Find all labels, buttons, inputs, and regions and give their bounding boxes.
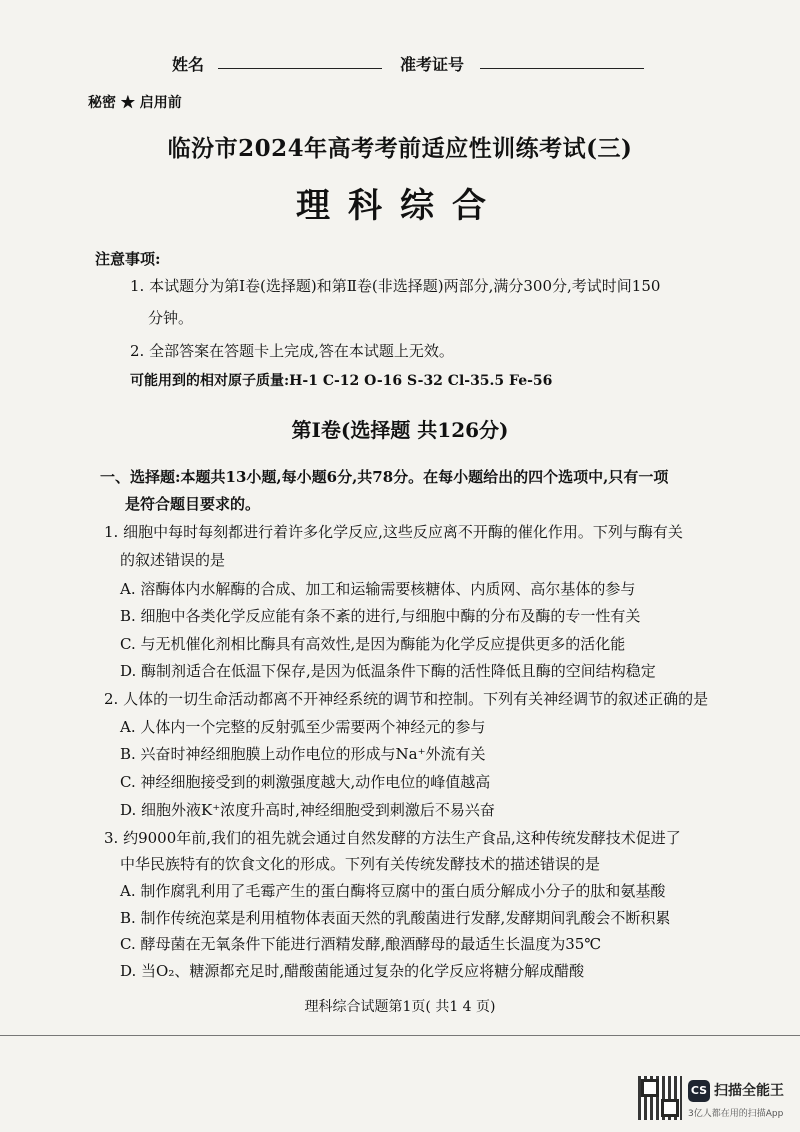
page-footer: 理科综合试题第1页( 共1 4 页) (304, 999, 496, 1015)
notice-item-2: 2. 全部答案在答题卡上完成,答在本试题上无效。 (130, 342, 454, 360)
section-instructions: 一、选择题:本题共13小题,每小题6分,共78分。在每小题给出的四个选项中,只有一项 (100, 468, 669, 486)
scanner-watermark (638, 1076, 788, 1124)
notice-item-1-cont: 分钟。 (148, 309, 194, 327)
question-1-option-c: C. 与无机催化剂相比酶具有高效性,是因为酶能为化学反应提供更多的活化能 (120, 635, 626, 653)
section-instructions-cont: 是符合题目要求的。 (125, 495, 261, 513)
question-2-option-d: D. 细胞外液K⁺浓度升高时,神经细胞受到刺激后不易兴奋 (120, 801, 495, 819)
question-1-stem: 1. 细胞中每时每刻都进行着许多化学反应,这些反应离不开酶的催化作用。下列与酶有关 (104, 523, 683, 541)
question-2-option-a: A. 人体内一个完整的反射弧至少需要两个神经元的参与 (120, 718, 486, 736)
scanner-brand-name: 扫描全能王 (714, 1083, 784, 1099)
qr-code-icon (638, 1076, 682, 1120)
camscanner-logo-icon: CS (688, 1080, 710, 1102)
question-1-option-b: B. 细胞中各类化学反应能有条不紊的进行,与细胞中酶的分布及酶的专一性有关 (120, 607, 641, 625)
question-3-option-c: C. 酵母菌在无氧条件下能进行酒精发酵,酿酒酵母的最适生长温度为35℃ (120, 935, 602, 953)
confidential-mark: 秘密 ★ 启用前 (88, 95, 182, 111)
question-1-stem-cont: 的叙述错误的是 (120, 551, 226, 569)
question-1-option-a: A. 溶酶体内水解酶的合成、加工和运输需要核糖体、内质网、高尔基体的参与 (120, 580, 636, 598)
question-2-stem: 2. 人体的一切生命活动都离不开神经系统的调节和控制。下列有关神经调节的叙述正确的是 (104, 690, 709, 708)
question-3-option-d: D. 当O₂、糖源都充足时,醋酸菌能通过复杂的化学反应将糖分解成醋酸 (120, 962, 585, 980)
exam-title: 临汾市2024年高考考前适应性训练考试(三) (167, 135, 633, 162)
page-edge-divider (0, 1035, 800, 1050)
candidate-info-row (150, 48, 670, 76)
question-3-option-a: A. 制作腐乳利用了毛霉产生的蛋白酶将豆腐中的蛋白质分解成小分子的肽和氨基酸 (120, 882, 666, 900)
question-2-option-b: B. 兴奋时神经细胞膜上动作电位的形成与Na⁺外流有关 (120, 745, 486, 763)
exam-id-label: 准考证号 (400, 55, 465, 74)
question-3-option-b: B. 制作传统泡菜是利用植物体表面天然的乳酸菌进行发酵,发酵期间乳酸会不断积累 (120, 909, 671, 927)
question-3-stem-cont: 中华民族特有的饮食文化的形成。下列有关传统发酵技术的描述错误的是 (120, 855, 601, 873)
exam-id-blank-line (480, 68, 644, 69)
question-2-option-c: C. 神经细胞接受到的刺激强度越大,动作电位的峰值越高 (120, 773, 491, 791)
question-1-option-d: D. 酶制剂适合在低温下保存,是因为低温条件下酶的活性降低且酶的空间结构稳定 (120, 662, 656, 680)
subject-title: 理科综合 (296, 186, 504, 226)
notice-item-1: 1. 本试题分为第Ⅰ卷(选择题)和第Ⅱ卷(非选择题)两部分,满分300分,考试时间150 (130, 277, 661, 295)
notice-heading: 注意事项: (95, 250, 161, 268)
name-label: 姓名 (172, 55, 205, 74)
part-1-title: 第Ⅰ卷(选择题 共126分) (291, 418, 509, 442)
name-blank-line (218, 68, 382, 69)
atomic-masses: 可能用到的相对原子质量:H-1 C-12 O-16 S-32 Cl-35.5 Fe-56 (130, 373, 553, 389)
question-3-stem: 3. 约9000年前,我们的祖先就会通过自然发酵的方法生产食品,这种传统发酵技术促进了 (104, 829, 681, 847)
scanner-tagline: 3亿人都在用的扫描App (688, 1109, 784, 1119)
